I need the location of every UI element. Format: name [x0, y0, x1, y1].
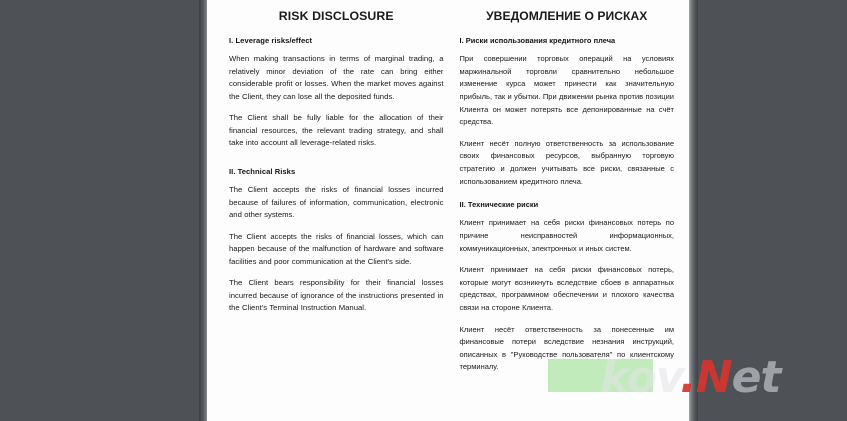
watermark-text-secondary: et — [731, 352, 781, 403]
paragraph: При совершении торговых операций на условиях маржинальной торговли сравнительно небольшое изменение курса может принести как значительную прибыль, так и убытки. При движении рынка против позиции Клиента он может потерять все депонированные на счёт средства. — [459, 54, 674, 127]
document-page — [207, 0, 689, 421]
paragraph: Клиент несёт ответственность за понесенные им финансовые потери вследствие незнания инструкций, описанных в "Руководстве пользователя" по клиентскому терминалу. — [459, 324, 674, 372]
paragraph: Клиент принимает на себя риски финансовых потерь по причине неисправностей информационных, коммуникационных, электронных и иных систем. — [459, 218, 674, 253]
column-russian — [460, 5, 675, 421]
two-column-layout — [207, 0, 689, 421]
page-title-english: RISK DISCLOSURE — [278, 9, 394, 23]
section-heading-technical-risks: II. Technical Risks — [229, 166, 296, 176]
page-right-edge-shadow — [688, 0, 698, 421]
page-title-russian: УВЕДОМЛЕНИЕ О РИСКАХ — [486, 9, 648, 23]
watermark-text-accent: .N — [680, 352, 732, 403]
paragraph: The Client bears responsibility for their financial losses incurred because of ignorance of the instructions presented in the Client's Terminal Instruction Manual. — [229, 278, 444, 312]
page-content — [207, 0, 689, 421]
section-heading-technical-risks-ru: II. Технические риски — [459, 200, 539, 210]
column-english — [229, 5, 444, 421]
paragraph: When making transactions in terms of marginal trading, a relatively minor deviation of the rate can bring either considerable profit or losses. When the market moves against the Client, they can lose all the deposited funds. — [229, 54, 444, 101]
section-heading-leverage-risks-ru: I. Риски использования кредитного плеча — [459, 36, 616, 45]
paragraph: The Client shall be fully liable for the allocation of their financial resources, the relevant trading strategy, and shall take into account all leverage-related risks. — [229, 113, 444, 148]
paragraph: The Client accepts the risks of financial losses, which can happen because of the malfunction of hardware and software facilities and poor communication at the Client's side. — [229, 231, 444, 266]
watermark-text-primary: kov — [600, 352, 681, 403]
paragraph: Клиент принимает на себя риски финансовых потерь, которые могут возникнуть вследствие сбоев в аппаратных средствах, программном обеспечении и плохого качества связи на стороне Клиента. — [459, 265, 674, 312]
section-heading-leverage-risks: I. Leverage risks/effect — [229, 36, 313, 45]
paragraph: Клиент несёт полную ответственность за использование своих финансовых ресурсов, выбранную торговую стратегию и должен учитывать все риски, связанные с использованием кредитного плеча. — [459, 138, 674, 186]
paragraph: The Client accepts the risks of financial losses incurred because of failures of information, communication, electronic and other systems. — [229, 185, 444, 220]
